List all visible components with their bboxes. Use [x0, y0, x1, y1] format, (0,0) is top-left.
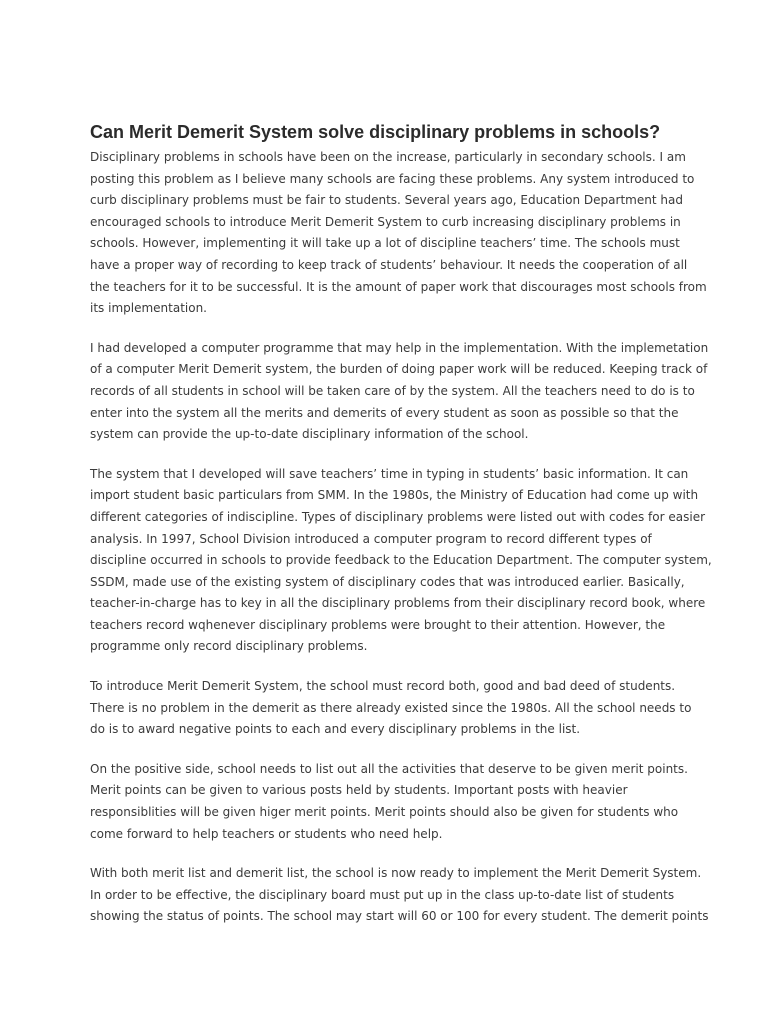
paragraph-line: showing the status of points. The school may start will 60 or 100 for every student. The demerit points — [90, 909, 709, 924]
paragraph-line: To introduce Merit Demerit System, the school must record both, good and bad deed of students. — [90, 679, 676, 694]
paragraph-line: curb disciplinary problems must be fair to students. Several years ago, Education Department had — [90, 193, 683, 208]
paragraph-line: of a computer Merit Demerit system, the burden of doing paper work will be reduced. Keeping track of — [90, 362, 708, 377]
paragraph-line: In order to be effective, the disciplinary board must put up in the class up-to-date list of students — [90, 887, 675, 902]
paragraph — [90, 759, 690, 845]
paragraph-line: posting this problem as I believe many schools are facing these problems. Any system introduced to — [90, 171, 695, 186]
paragraph-line: import student basic particulars from SMM. In the 1980s, the Ministry of Education had come up with — [90, 488, 699, 503]
paragraph-line: records of all students in school will be taken care of by the system. All the teachers need to do is to — [90, 383, 695, 398]
paragraph-line: SSDM, made use of the existing system of disciplinary codes that was introduced earlier. Basically, — [90, 574, 685, 589]
document-title: Can Merit Demerit System solve disciplinary problems in schools? — [90, 122, 661, 142]
paragraph — [90, 147, 707, 320]
paragraph-line: I had developed a computer programme that may help in the implementation. With the implemetation — [90, 340, 709, 355]
paragraph-line: There is no problem in the demerit as there already existed since the 1980s. All the school needs to — [90, 700, 692, 715]
paragraph — [90, 338, 709, 446]
paragraph-line: On the positive side, school needs to list out all the activities that deserve to be given merit points. — [90, 761, 688, 776]
paragraph — [90, 464, 712, 658]
paragraph-line: responsiblities will be given higer merit points. Merit points should also be given for students who — [90, 805, 679, 820]
paragraph-line: schools. However, implementing it will take up a lot of discipline teachers’ time. The schools must — [90, 236, 680, 251]
paragraph-line: system can provide the up-to-date disciplinary information of the school. — [90, 427, 529, 442]
paragraph — [90, 863, 709, 928]
paragraph-line: analysis. In 1997, School Division introduced a computer program to record different types of — [90, 531, 652, 546]
paragraph-line: Disciplinary problems in schools have been on the increase, particularly in secondary schools. I am — [90, 150, 686, 164]
paragraph-line: the teachers for it to be successful. It is the amount of paper work that discourages most schools from — [90, 279, 707, 294]
paragraph-line: have a proper way of recording to keep track of students’ behaviour. It needs the cooperation of all — [90, 257, 688, 272]
paragraph-line: programme only record disciplinary problems. — [90, 639, 368, 654]
paragraph-line: teachers record wqhenever disciplinary problems were brought to their attention. However, the — [90, 617, 666, 632]
paragraph-line: different categories of indiscipline. Types of disciplinary problems were listed out with codes for easier — [90, 509, 706, 524]
paragraph — [90, 676, 690, 741]
paragraph-line: With both merit list and demerit list, the school is now ready to implement the Merit Demerit System. — [90, 866, 702, 881]
paragraph-line: Merit points can be given to various posts held by students. Important posts with heavier — [90, 783, 628, 798]
paragraph-line: encouraged schools to introduce Merit Demerit System to curb increasing disciplinary problems in — [90, 214, 681, 229]
paragraph-line: its implementation. — [90, 301, 207, 316]
paragraph-line: The system that I developed will save teachers’ time in typing in students’ basic information. It can — [90, 466, 689, 481]
paragraph-line: come forward to help teachers or students who need help. — [90, 826, 443, 841]
document-body — [90, 147, 712, 946]
paragraph-line: teacher-in-charge has to key in all the disciplinary problems from their disciplinary record book, where — [90, 596, 706, 611]
paragraph-line: do is to award negative points to each and every disciplinary problems in the list. — [90, 722, 581, 737]
paragraph-line: discipline occurred in schools to provide feedback to the Education Department. The computer system, — [90, 553, 712, 568]
paragraph-line: enter into the system all the merits and demerits of every student as soon as possible so that the — [90, 405, 679, 420]
